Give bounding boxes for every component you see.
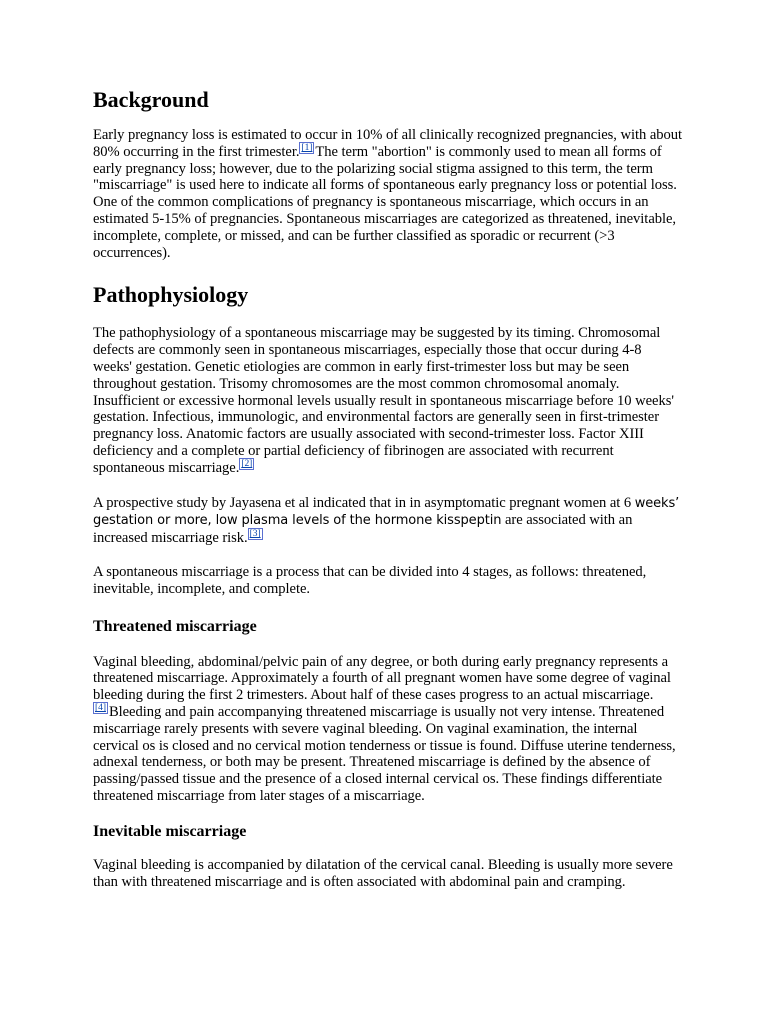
pathophysiology-paragraph-2 [93,495,683,547]
inevitable-miscarriage-paragraph: Vaginal bleeding is accompanied by dilatation of the cervical canal. Bleeding is usually more severe than with threatened miscarriage and is often associated with abdominal pain and cramping. [93,856,673,890]
citation-link-2[interactable]: [2] [241,458,253,469]
pathophysiology-p2-text-mono: weeks’ gestation or more, low plasma levels of the hormone kisspeptin [93,495,680,529]
threatened-text-a: Vaginal bleeding, abdominal/pelvic pain of any degree, or both during early pregnancy represents a threatened miscarriage. Approximately a fourth of all pregnant women have some degree of vaginal bleeding during the first 2 trimesters. About half of these cases progress to an actual miscarriage. [93,653,671,704]
threatened-text-b: Bleeding and pain accompanying threatened miscarriage is usually not very intense. Threatened miscarriage rarely presents with severe vaginal bleeding. On vaginal examination, the internal cervical os is closed and no cervical motion tenderness or tissue is found. Diffuse uterine tenderness, adnexal tenderness, or both may be present. Threatened miscarriage is defined by the absence of passing/passed tissue and the presence of a closed internal cervical os. These findings differentiate threatened miscarriage from later stages of a miscarriage. [93,703,676,804]
background-text-a: Early pregnancy loss is estimated to occur in 10% of all clinically recognized pregnancies, with about 80% occurring in the first trimester. [93,127,682,160]
pathophysiology-p1-text: The pathophysiology of a spontaneous miscarriage may be suggested by its timing. Chromosomal defects are commonly seen in spontaneous miscarriages, especially those that occur during 4-8 weeks' gestation. Genetic etiologies are common in early first-trimester loss but may be seen throughout gestation. Trisomy chromosomes are the most common chromosomal anomaly. Insufficient or excessive hormonal levels usually result in spontaneous miscarriage before 10 weeks' gestation. Infectious, immunologic, and environmental factors are generally seen in first-trimester pregnancy loss. Anatomic factors are usually associated with second-trimester loss. Factor XIII deficiency and a complete or partial deficiency of fibrinogen are associated with recurrent spontaneous miscarriage. [93,325,674,476]
inevitable-miscarriage-heading: Inevitable miscarriage [93,822,247,840]
pathophysiology-paragraph-3: A spontaneous miscarriage is a process that can be divided into 4 stages, as follows: threatened, inevitable, incomplete, and complete. [93,563,647,597]
pathophysiology-paragraph-1 [93,325,683,476]
threatened-miscarriage-heading: Threatened miscarriage [93,617,257,635]
citation-link-4[interactable]: [4] [95,703,106,714]
threatened-miscarriage-paragraph [93,654,683,805]
pathophysiology-p2-text-b: are associated with an increased miscarriage risk. [93,512,633,547]
background-paragraph [93,127,683,261]
document-page [93,85,683,890]
background-text-b: The term "abortion" is commonly used to mean all forms of early pregnancy loss; however, due to the polarizing social stigma assigned to this term, the term "miscarriage" is used here to indicate all forms of spontaneous early pregnancy loss or potential loss. One of the common complications of pregnancy is spontaneous miscarriage, which occurs in an estimated 5-15% of pregnancies. Spontaneous miscarriages are categorized as threatened, inevitable, incomplete, complete, or missed, and can be further classified as sporadic or recurrent (>3 occurrences). [93,143,677,261]
citation-link-3[interactable]: [3] [249,529,261,540]
citation-link-1[interactable]: [1] [301,142,313,153]
pathophysiology-p2-text-a: A prospective study by Jayasena et al indicated that in in asymptomatic pregnant women at 6 [93,494,635,511]
pathophysiology-heading: Pathophysiology [93,282,249,308]
background-heading: Background [93,87,209,112]
